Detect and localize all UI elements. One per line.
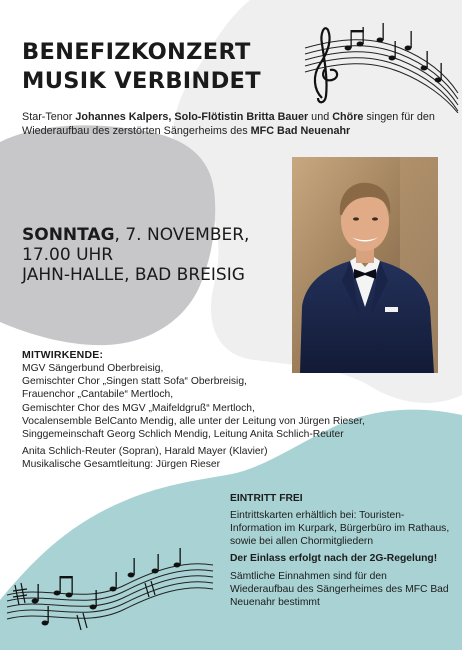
performers-list <box>22 362 442 441</box>
performer-line: Gemischter Chor des MGV „Maifeldgruß“ Mertloch, <box>22 402 255 414</box>
music-staff-icon <box>5 535 215 635</box>
intro-choirs: Chöre <box>332 111 364 123</box>
event-date-line <box>22 225 249 245</box>
event-time: 17.00 UHR <box>22 245 114 265</box>
performers-heading: MITWIRKENDE: <box>22 349 104 361</box>
entry-rule-text: Der Einlass erfolgt nach der 2G-Regelung! <box>230 553 438 564</box>
proceeds-text: Sämtliche Einnahmen sind für den Wiederaufbau des Sängerheimes des MFC Bad Neuenahr bestimmt <box>230 571 449 608</box>
intro-text <box>22 110 452 138</box>
performer-line: Singgemeinschaft Georg Schlich Mendig, Leitung Anita Schlich-Reuter <box>22 429 344 441</box>
intro-performers: Johannes Kalpers, Solo-Flötistin Britta Bauer <box>75 111 309 123</box>
musical-director-line: Musikalische Gesamtleitung: Jürgen Rieser <box>22 459 221 471</box>
intro-part-1: Star-Tenor <box>22 111 76 123</box>
intro-club: MFC Bad Neuenahr <box>250 125 351 137</box>
event-date-block <box>22 225 249 285</box>
event-date: , 7. NOVEMBER, <box>114 225 250 245</box>
soloists-block <box>22 445 268 471</box>
admission-heading: EINTRITT FREI <box>230 493 303 504</box>
title-line-1: BENEFIZKONZERT <box>22 39 251 65</box>
ticket-sales-text: Eintrittskarten erhältlich bei: Touristen-Information im Kurpark, Bürgerbüro im Rathaus, sowie bei allen Chormitgliedern <box>230 510 450 547</box>
event-day: SONNTAG <box>22 225 115 245</box>
performer-line: Vocalensemble BelCanto Mendig, alle unter der Leitung von Jürgen Rieser, <box>22 415 365 427</box>
admission-info <box>230 492 452 613</box>
music-notes-icon <box>300 18 460 113</box>
title-line-2: MUSIK VERBINDET <box>22 68 261 94</box>
intro-part-3: singen für den Wiederaufbau des zerstörten Sängerheims des <box>22 111 435 137</box>
performer-line: MGV Sängerbund Oberbreisig, <box>22 363 164 374</box>
performer-line: Frauenchor „Cantabile“ Mertloch, <box>22 389 174 401</box>
event-venue: JAHN-HALLE, BAD BREISIG <box>22 265 245 285</box>
concert-title <box>22 38 261 96</box>
performer-line: Gemischter Chor „Singen statt Sofa“ Oberbreisig, <box>22 376 247 388</box>
intro-part-2: und <box>308 111 333 123</box>
tenor-photo <box>292 157 438 373</box>
soloists-line: Anita Schlich-Reuter (Sopran), Harald Mayer (Klavier) <box>22 446 268 457</box>
